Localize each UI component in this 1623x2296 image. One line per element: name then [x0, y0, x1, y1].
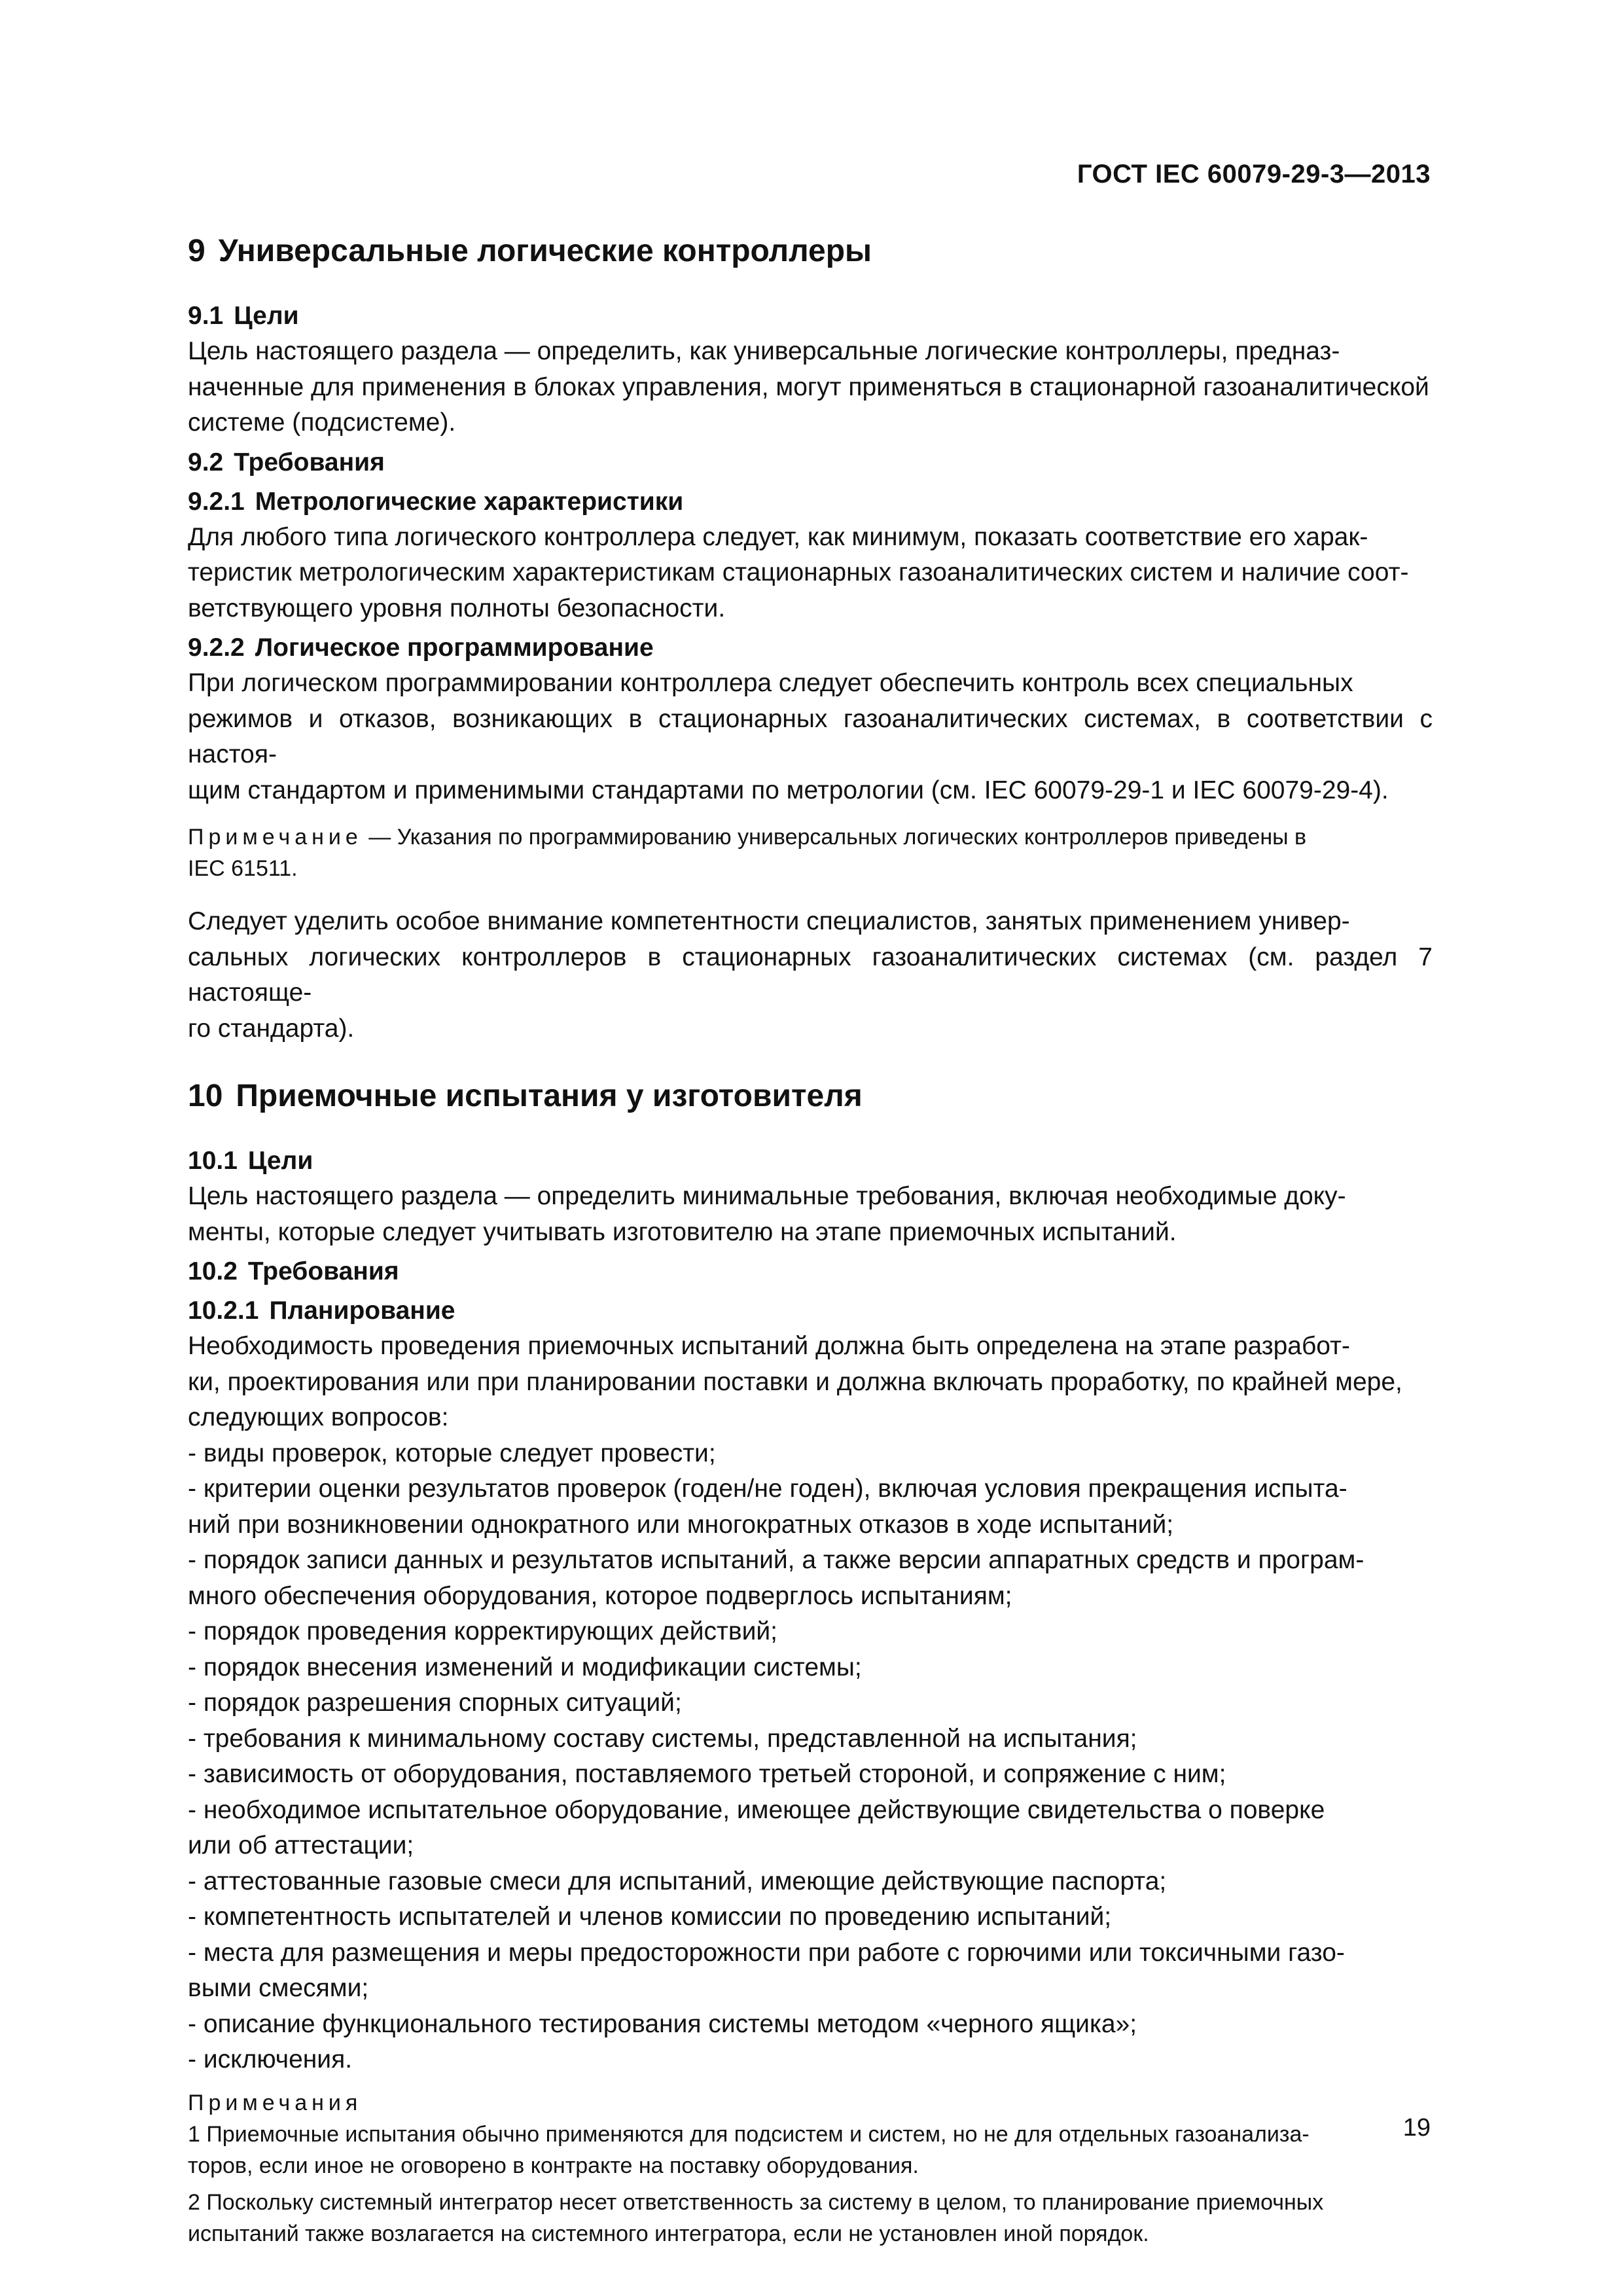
text-line: - аттестованные газовые смеси для испытаний, имеющие действующие паспорта; [188, 1867, 1167, 1895]
note-item [188, 2119, 1433, 2181]
section-number: 10 [188, 1079, 223, 1113]
text-line: - порядок записи данных и результатов испытаний, а также версии аппаратных средств и програм- [188, 1546, 1364, 1574]
text-line: - исключения. [188, 2045, 353, 2073]
notes-label: Примечания [188, 2090, 363, 2115]
list-item [188, 1899, 1433, 1935]
text-line: Цель настоящего раздела — определить, как универсальные логические контроллеры, предназ- [188, 337, 1340, 365]
text-line: - необходимое испытательное оборудование, имеющее действующие свидетельства о поверке [188, 1795, 1325, 1824]
note-label: Примечание [188, 825, 363, 850]
subsection-number: 10.2.1 [188, 1297, 259, 1325]
requirements-list [188, 1436, 1433, 2078]
subsection-number: 9.2.2 [188, 634, 245, 662]
list-item [188, 1650, 1433, 1686]
text-line: - зависимость от оборудования, поставляемого третьей стороной, и сопряжение с ним; [188, 1760, 1226, 1788]
subsection-title: Цели [234, 302, 299, 330]
text-line: го стандарта). [188, 1014, 355, 1043]
subsection-title: Логическое программирование [255, 634, 654, 662]
text-line: щим стандартом и применимыми стандартами по метрологии (см. IEC 60079-29-1 и IEC 60079-29-4). [188, 776, 1389, 804]
text-line: системе (подсистеме). [188, 408, 456, 437]
note-item [188, 2187, 1433, 2250]
list-item [188, 1935, 1433, 2007]
subsection-9-2-1-heading [188, 484, 1433, 520]
subsection-10-1-heading [188, 1143, 1433, 1179]
list-item [188, 1757, 1433, 1793]
subsection-title: Метрологические характеристики [255, 487, 684, 516]
subsection-number: 10.2 [188, 1257, 238, 1285]
subsection-number: 10.1 [188, 1147, 238, 1175]
text-line: При логическом программировании контроллера следует обеспечить контроль всех специальных [188, 669, 1353, 697]
paragraph-10-1 [188, 1179, 1433, 1250]
text-line: - описание функционального тестирования системы методом «черного ящика»; [188, 2009, 1137, 2038]
paragraph-9-2-1 [188, 520, 1433, 627]
text-line: много обеспечения оборудования, которое подверглось испытаниям; [188, 1581, 1012, 1610]
page-content [188, 223, 1433, 2250]
text-line: ний при возникновении однократного или многократных отказов в ходе испытаний; [188, 1510, 1174, 1539]
list-item [188, 2007, 1433, 2043]
note-line: 1 Приемочные испытания обычно применяются для подсистем и систем, но не для отдельных газоанализа- [188, 2121, 1310, 2147]
text-line: Цель настоящего раздела — определить минимальные требования, включая необходимые доку- [188, 1182, 1346, 1210]
text-line: - места для размещения и меры предосторожности при работе с горючими или токсичными газо- [188, 1938, 1345, 1967]
list-item [188, 1436, 1433, 1472]
list-item [188, 1471, 1433, 1543]
standard-designation: ГОСТ IEC 60079-29-3—2013 [1077, 160, 1431, 188]
text-line: или об аттестации; [188, 1831, 414, 1859]
section-title: Приемочные испытания у изготовителя [236, 1079, 863, 1113]
notes-block [188, 2087, 1433, 2250]
section-title: Универсальные логические контроллеры [218, 234, 872, 268]
subsection-title: Требования [247, 1257, 399, 1285]
subsection-9-1-heading [188, 298, 1433, 334]
section-10-heading [188, 1077, 1433, 1116]
text-line: Необходимость проведения приемочных испытаний должна быть определена на этапе разработ- [188, 1332, 1350, 1360]
list-item [188, 1721, 1433, 1757]
note-line: IEC 61511. [188, 856, 298, 881]
note-text: — Указания по программированию универсальных логических контроллеров приведены в [362, 825, 1307, 850]
text-line: Следует уделить особое внимание компетентности специалистов, занятых применением универ- [188, 907, 1350, 935]
paragraph-10-2-1 [188, 1329, 1433, 1436]
note-line: испытаний также возлагается на системного интегратора, если не установлен иной порядок. [188, 2221, 1149, 2246]
list-item [188, 1543, 1433, 1614]
text-line: следующих вопросов: [188, 1403, 449, 1431]
section-9-heading [188, 232, 1433, 271]
list-item [188, 1614, 1433, 1650]
text-line: - порядок разрешения спорных ситуаций; [188, 1689, 682, 1717]
list-item [188, 1793, 1433, 1864]
text-line: - виды проверок, которые следует провести; [188, 1439, 716, 1467]
text-line: - требования к минимальному составу системы, представленной на испытания; [188, 1724, 1137, 1753]
subsection-title: Требования [234, 448, 385, 476]
text-line: менты, которые следует учитывать изготовителю на этапе приемочных испытаний. [188, 1217, 1177, 1246]
subsection-number: 9.2.1 [188, 487, 245, 516]
subsection-9-2-2-heading [188, 630, 1433, 666]
subsection-title: Цели [247, 1147, 313, 1175]
text-line: - порядок проведения корректирующих действий; [188, 1617, 778, 1645]
notes-list [188, 2119, 1433, 2250]
text-line: режимов и отказов, возникающих в стационарных газоаналитических системах, в соответствии с настоя- [188, 704, 1433, 768]
subsection-number: 9.2 [188, 448, 224, 476]
subsection-10-2-heading [188, 1254, 1433, 1289]
text-line: ки, проектирования или при планировании поставки и должна включать проработку, по крайней мере, [188, 1367, 1402, 1396]
note-line: торов, если иное не оговорено в контракте на поставку оборудования. [188, 2153, 919, 2178]
subsection-number: 9.1 [188, 302, 224, 330]
subsection-title: Планирование [269, 1297, 455, 1325]
text-line: Для любого типа логического контроллера следует, как минимум, показать соответствие его харак- [188, 522, 1368, 551]
paragraph-competence [188, 904, 1433, 1047]
section-number: 9 [188, 234, 205, 268]
subsection-10-2-1-heading [188, 1293, 1433, 1329]
text-line: сальных логических контроллеров в стационарных газоаналитических системах (см. раздел 7 настояще- [188, 942, 1433, 1007]
text-line: - критерии оценки результатов проверок (годен/не годен), включая условия прекращения испыта- [188, 1475, 1347, 1503]
text-line: - порядок внесения изменений и модификации системы; [188, 1653, 862, 1681]
list-item [188, 1685, 1433, 1721]
paragraph-9-1 [188, 334, 1433, 441]
note-9-2-2 [188, 821, 1433, 884]
text-line: - компетентность испытателей и членов комиссии по проведению испытаний; [188, 1903, 1112, 1931]
page-number: 19 [1402, 2114, 1431, 2142]
text-line: ветствующего уровня полноты безопасности. [188, 594, 726, 622]
text-line: выми смесями; [188, 1974, 369, 2002]
text-line: теристик метрологическим характеристикам стационарных газоаналитических систем и наличие соот- [188, 558, 1409, 586]
text-line: наченные для применения в блоках управления, могут применяться в стационарной газоаналитической [188, 372, 1429, 401]
list-item [188, 1864, 1433, 1900]
paragraph-9-2-2 [188, 666, 1433, 808]
note-line: 2 Поскольку системный интегратор несет ответственность за систему в целом, то планирование приемочных [188, 2189, 1324, 2215]
list-item [188, 2042, 1433, 2078]
subsection-9-2-heading [188, 445, 1433, 480]
note-line [188, 821, 1433, 853]
